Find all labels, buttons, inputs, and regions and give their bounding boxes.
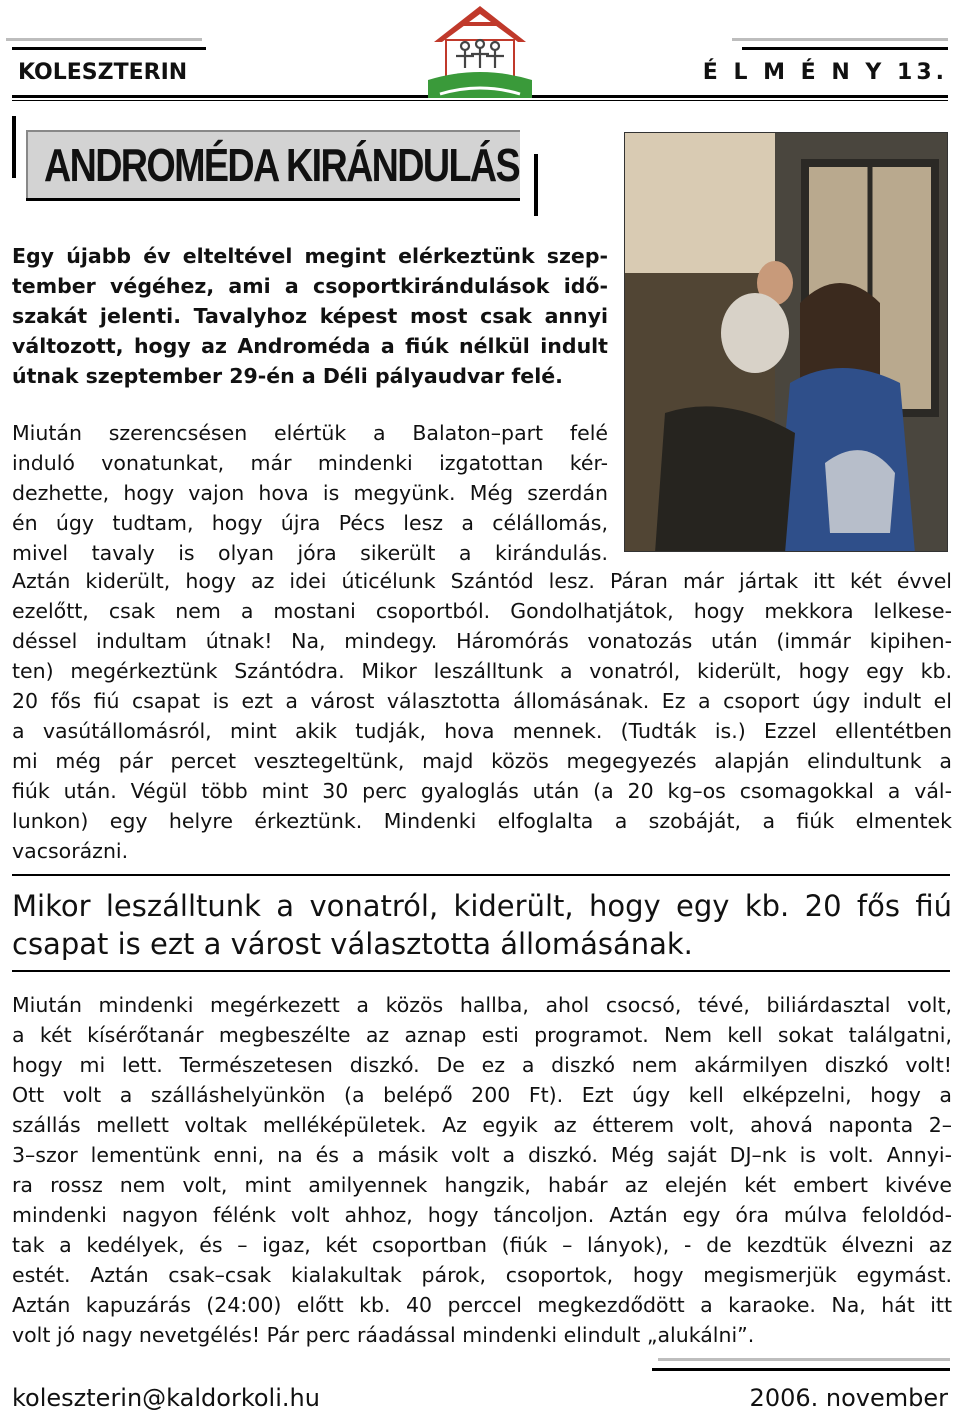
- intro-line: változott, hogy az Androméda a fiúk nélkül indult: [12, 334, 608, 358]
- body-line: lunkon) egy helyre érkeztünk. Mindenki elfoglalta a szobáját, a fiúk elmentek: [12, 809, 952, 833]
- pullquote: [12, 887, 952, 963]
- title-left-bar: [12, 116, 16, 178]
- body-line: Ott volt a szálláshelyünkön (a belépő 200 Ft). Ezt úgy kell elképzelni, hogy a: [12, 1083, 952, 1107]
- intro-paragraph: [12, 241, 608, 391]
- body-line: Miután szerencsésen elértük a Balaton–part felé: [12, 421, 608, 445]
- body-line: mivel tavaly is olyan jóra sikerült a kirándulás.: [12, 541, 608, 565]
- header-rule-left: [12, 47, 206, 50]
- body-line: fiúk után. Végül több mint 30 perc gyaloglás után (a 20 kg–os csomagokkal a vál-: [12, 779, 952, 803]
- footer-rule: [652, 1368, 950, 1371]
- body-line: estét. Aztán csak–csak kialakultak párok, csoportok, hogy megismerjük egymást.: [12, 1263, 952, 1287]
- header-issue-label: É L M É N Y 13.: [702, 60, 948, 85]
- pullquote-bottom-rule: [12, 970, 950, 972]
- body-line: én úgy tudtam, hogy újra Pécs lesz a célállomás,: [12, 511, 608, 535]
- body-paragraph-1-wide: [12, 566, 952, 866]
- body-line: mindenki nagyon félénk volt ahhoz, hogy táncoljon. Aztán egy óra múlva feloldód-: [12, 1203, 952, 1227]
- pullquote-line: csapat is ezt a várost választotta állomásának.: [12, 927, 693, 961]
- body-line: volt jó nagy nevetgélés! Pár perc ráadással mindenki elindult „alukálni”.: [12, 1323, 755, 1347]
- footer-rule-gray: [658, 1358, 950, 1361]
- body-line: ra rossz nem volt, mint amilyennek hangzik, habár az elején két embert kivéve: [12, 1173, 952, 1197]
- title-right-bar: [534, 154, 538, 216]
- intro-line: szakát jelenti. Tavalyhoz képest most csak annyi: [12, 304, 608, 328]
- intro-line: Egy újabb év elteltével megint elérkeztünk szep-: [12, 244, 608, 268]
- body-line: Miután mindenki megérkezett a közös hallba, ahol csocsó, tévé, biliárdasztal volt,: [12, 993, 952, 1017]
- body-line: Aztán kapuzárás (24:00) előtt kb. 40 perccel megkezdődött a karaoke. Na, hát itt: [12, 1293, 952, 1317]
- header-rule-gray-right: [732, 38, 948, 41]
- body-line: ten) megérkeztünk Szántódra. Mikor leszálltunk a vonatról, kiderült, hogy egy kb.: [12, 659, 952, 683]
- article-title: ANDROMÉDA KIRÁNDULÁS: [44, 139, 520, 191]
- body-line: vacsorázni.: [12, 839, 129, 863]
- body-line: 20 fős fiú csapat is ezt a várost választotta állomásának. Ez a csoport úgy indult el: [12, 689, 952, 713]
- body-line: ezelőtt, csak nem a mostani csoportból. Gondolhatjátok, hogy mekkora lelkese-: [12, 599, 952, 623]
- footer-date: 2006. november: [749, 1384, 948, 1412]
- body-line: tak a kedélyek, és – igaz, két csoportban (fiúk – lányok), - de kezdtük élvezni az: [12, 1233, 952, 1257]
- body-line: mi még pár percet vesztegeltünk, majd közös megegyezés alapján elindultunk a: [12, 749, 952, 773]
- body-line: 3–szor lementünk enni, na és a másik volt a diszkó. Még saját DJ–nk is volt. Annyi-: [12, 1143, 952, 1167]
- header-rule-gray-left: [6, 38, 202, 41]
- house-logo: [420, 2, 540, 102]
- title-underline: [26, 198, 520, 201]
- body-line: Aztán kiderült, hogy az idei úticélunk Szántód lesz. Páran már jártak itt két évvel: [12, 569, 952, 593]
- footer-email: koleszterin@kaldorkoli.hu: [12, 1384, 320, 1412]
- pullquote-top-rule: [12, 874, 950, 876]
- header-rule-right: [742, 47, 948, 50]
- body-line: hogy mi lett. Természetesen diszkó. De ez a diszkó nem akármilyen diszkó volt!: [12, 1053, 952, 1077]
- intro-line: tember végéhez, ami a csoportkirándulások idő-: [12, 274, 608, 298]
- body-paragraph-1-narrow: [12, 418, 608, 568]
- body-line: dezhette, hogy vajon hova is megyünk. Még szerdán: [12, 481, 608, 505]
- intro-line: útnak szeptember 29-én a Déli pályaudvar felé.: [12, 364, 563, 388]
- body-line: a vasútállomásról, mint akik tudják, hova mennek. (Tudták is.) Ezzel ellentétben: [12, 719, 952, 743]
- train-photo: [624, 132, 948, 552]
- body-line: déssel indultam útnak! Na, mindegy. Háromórás vonatozás után (immár kipihen-: [12, 629, 952, 653]
- header-left-title: KOLESZTERIN: [18, 60, 188, 85]
- photo-illustration: [625, 133, 948, 552]
- body-line: a két kísérőtanár megbeszélte az aznap esti programot. Nem kell sokat találgatni,: [12, 1023, 952, 1047]
- body-paragraph-2: [12, 990, 952, 1350]
- body-line: szállás mellett voltak melléképületek. Az egyik az étterem volt, ahová naponta 2–: [12, 1113, 952, 1137]
- body-line: induló vonatunkat, már mindenki izgatottan kér-: [12, 451, 608, 475]
- pullquote-line: Mikor leszálltunk a vonatról, kiderült, hogy egy kb. 20 fős fiú: [12, 889, 952, 923]
